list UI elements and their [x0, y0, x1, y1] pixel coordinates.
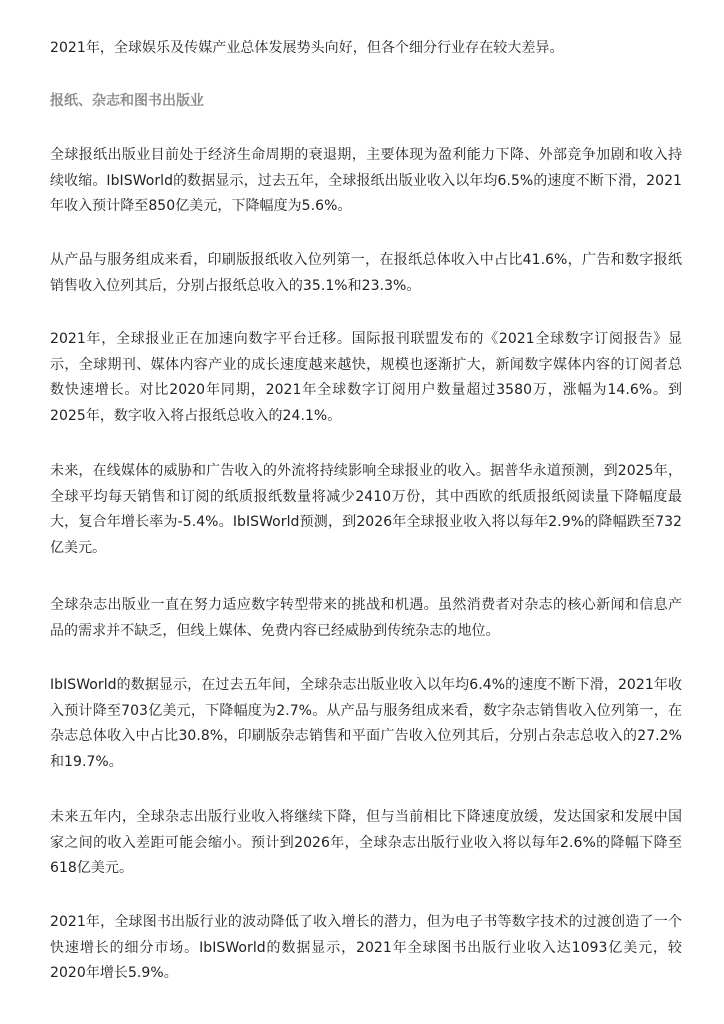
section-heading: 报纸、杂志和图书出版业	[50, 93, 204, 109]
intro-paragraph: 2021年，全球娱乐及传媒产业总体发展势头向好，但各个细分行业存在较大差异。	[50, 40, 564, 56]
paragraph-magazine-data: IbISWorld的数据显示，在过去五年间，全球杂志出版业收入以年均6.4%的速度不断下滑，2021年收入预计降至703亿美元，下降幅度为2.7%。从产品与服务组成来看，数字杂志销售收入位列第一，在杂志总体收入中占比30.8%，印刷版杂志销售和平面广告收入位列其后，分别占杂志总收入的27.2%和19.7%。	[50, 677, 682, 770]
paragraph-magazine-outlook: 未来五年内，全球杂志出版行业收入将继续下降，但与当前相比下降速度放缓，发达国家和发展中国家之间的收入差距可能会缩小。预计到2026年，全球杂志出版行业收入将以每年2.6%的降幅下降至618亿美元。	[50, 809, 682, 876]
paragraph-magazine-overview: 全球杂志出版业一直在努力适应数字转型带来的挑战和机遇。虽然消费者对杂志的核心新闻和信息产品的需求并不缺乏，但线上媒体、免费内容已经威胁到传统杂志的地位。	[50, 597, 682, 639]
paragraph-newspaper-digital: 2021年，全球报业正在加速向数字平台迁移。国际报刊联盟发布的《2021全球数字订阅报告》显示，全球期刊、媒体内容产业的成长速度越来越快，规模也逐渐扩大，新闻数字媒体内容的订阅者总数快速增长。对比2020年同期，2021年全球数字订阅用户数量超过3580万，涨幅为14.6%。到2025年，数字收入将占报纸总收入的24.1%。	[50, 331, 682, 424]
paragraph-newspaper-outlook: 未来，在线媒体的威胁和广告收入的外流将持续影响全球报业的收入。据普华永道预测，到2025年，全球平均每天销售和订阅的纸质报纸数量将减少2410万份，其中西欧的纸质报纸阅读量下降幅度最大，复合年增长率为-5.4%。IbISWorld预测，到2026年全球报业收入将以每年2.9%的降幅跌至732亿美元。	[50, 463, 682, 556]
paragraph-book-publishing: 2021年，全球图书出版行业的波动降低了收入增长的潜力，但为电子书等数字技术的过渡创造了一个快速增长的细分市场。IbISWorld的数据显示，2021年全球图书出版行业收入达1093亿美元，较2020年增长5.9%。	[50, 914, 682, 981]
paragraph-newspaper-overview: 全球报纸出版业目前处于经济生命周期的衰退期，主要体现为盈利能力下降、外部竞争加剧和收入持续收缩。IbISWorld的数据显示，过去五年，全球报纸出版业收入以年均6.5%的速度不断下滑，2021年收入预计降至850亿美元，下降幅度为5.6%。	[50, 147, 682, 214]
paragraph-newspaper-composition: 从产品与服务组成来看，印刷版报纸收入位列第一，在报纸总体收入中占比41.6%，广告和数字报纸销售收入位列其后，分别占报纸总收入的35.1%和23.3%。	[50, 252, 682, 294]
